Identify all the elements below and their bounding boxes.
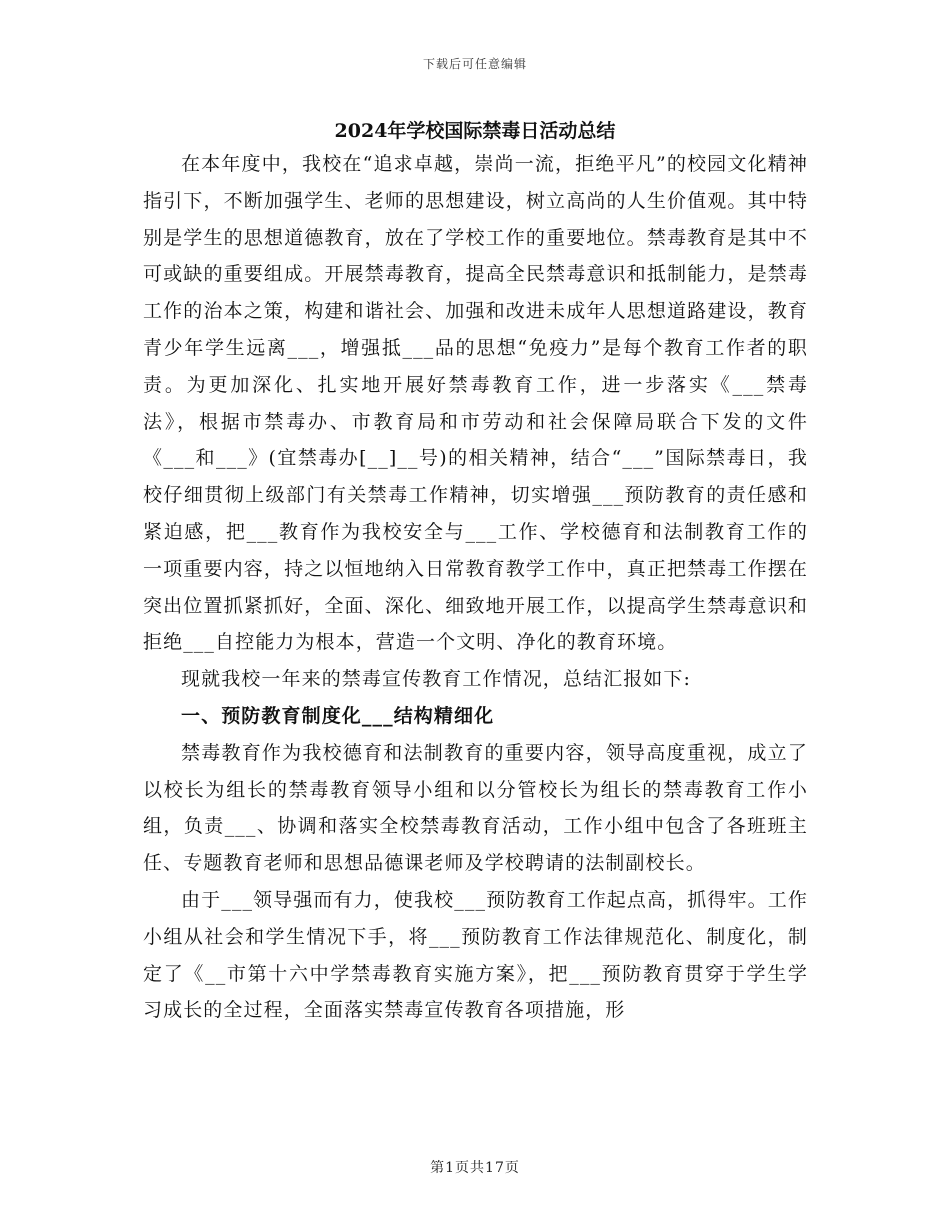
paragraph-intro: 在本年度中，我校在“追求卓越，崇尚一流，拒绝平凡”的校园文化精神指引下，不断加强学生、老师的思想建设，树立高尚的人生价值观。其中特别是学生的思想道德教育，放在了学校工作的重要地位。禁毒教育是其中不可或缺的重要组成。开展禁毒教育，提高全民禁毒意识和抵制能力，是禁毒工作的治本之策，构建和谐社会、加强和改进未成年人思想道路建设，教育青少年学生远离___，增强抵___品的思想“免疫力”是每个教育工作者的职责。为更加深化、扎实地开展好禁毒教育工作，进一步落实《___禁毒法》，根据市禁毒办、市教育局和市劳动和社会保障局联合下发的文件《___和___》(宜禁毒办[__]__号)的相关精神，结合“___”国际禁毒日，我校仔细贯彻上级部门有关禁毒工作精神，切实增强___预防教育的责任感和紧迫感，把___教育作为我校安全与___工作、学校德育和法制教育工作的一项重要内容，持之以恒地纳入日常教育教学工作中，真正把禁毒工作摆在突出位置抓紧抓好，全面、深化、细致地开展工作，以提高学生禁毒意识和拒绝___自控能力为根本，营造一个文明、净化的教育环境。 — [143, 153, 808, 654]
document-body — [143, 146, 808, 1029]
page-number: 第1页共17页 — [430, 1160, 520, 1176]
paragraph-section-2: 由于___领导强而有力，使我校___预防教育工作起点高，抓得牢。工作小组从社会和学生情况下手，将___预防教育工作法律规范化、制度化，制定了《__市第十六中学禁毒教育实施方案》，把___预防教育贯穿于学生学习成长的全过程，全面落实禁毒宣传教育各项措施，形 — [143, 888, 808, 1022]
paragraph-summary-lead: 现就我校一年来的禁毒宣传教育工作情况，总结汇报如下: — [181, 668, 692, 691]
paragraph-section-1: 禁毒教育作为我校德育和法制教育的重要内容，领导高度重视，成立了以校长为组长的禁毒教育领导小组和以分管校长为组长的禁毒教育工作小组，负责___、协调和落实全校禁毒教育活动，工作小组中包含了各班班主任、专题教育老师和思想品德课老师及学校聘请的法制副校长。 — [143, 741, 808, 875]
header-note: 下载后可任意编辑 — [422, 57, 527, 71]
section-heading: 一、预防教育制度化___结构精细化 — [181, 704, 495, 727]
document-title: 2024年学校国际禁毒日活动总结 — [334, 120, 616, 142]
